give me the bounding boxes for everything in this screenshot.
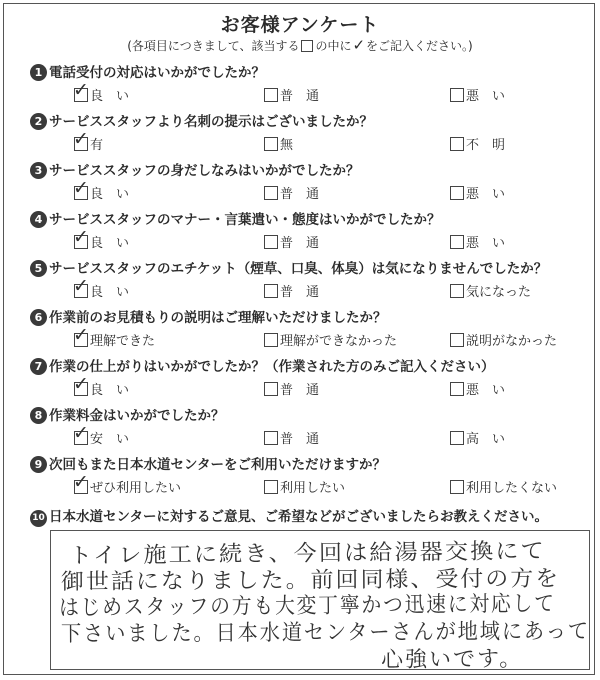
answer-option-label: 高 い [466, 432, 506, 447]
check-mark-icon: ✓ [73, 79, 89, 101]
question-label: 次回もまた日本水道センターをご利用いただけますか？ [49, 457, 386, 473]
question-5 [30, 259, 590, 301]
answer-checkbox[interactable] [450, 88, 464, 102]
question-label: サービススタッフのマナー・言葉遣い・態度はいかがでしたか？ [49, 212, 441, 228]
answer-option[interactable] [73, 324, 156, 349]
answer-checkbox[interactable] [450, 431, 464, 445]
answer-option-label: 安 い [90, 432, 130, 447]
answer-option[interactable] [450, 281, 531, 299]
answer-option[interactable] [264, 232, 319, 250]
answer-option[interactable] [264, 428, 319, 446]
answer-option[interactable] [450, 428, 505, 446]
answer-option-label: 普 通 [280, 187, 320, 202]
question-label: 作業前のお見積もりの説明はご理解いただけましたか？ [49, 310, 387, 326]
question-label: 作業料金はいかがでしたか？ [49, 408, 225, 424]
answer-option[interactable] [264, 134, 293, 152]
question-text [30, 259, 590, 279]
comment-line: トイレ施工に続き、今回は給湯器交換にて [68, 539, 546, 569]
answer-option-label: 悪 い [466, 89, 506, 104]
question-text [30, 406, 590, 426]
question-number-badge: 8 [30, 407, 47, 424]
answer-option[interactable] [450, 85, 505, 103]
answer-option[interactable] [450, 330, 557, 348]
answer-checkbox[interactable] [264, 235, 278, 249]
answer-checkbox[interactable] [450, 137, 464, 151]
answer-option[interactable] [264, 330, 397, 348]
answer-option[interactable] [264, 281, 319, 299]
answer-options [30, 422, 590, 448]
answer-checkbox[interactable] [264, 137, 278, 151]
check-mark-icon: ✓ [73, 422, 89, 444]
answer-checkbox[interactable] [450, 480, 464, 494]
answer-option[interactable] [73, 422, 130, 447]
comment-line: はじめスタッフの方も大変丁寧かつ迅速に対応して [58, 591, 556, 621]
answer-option-label: 理解できた [90, 334, 156, 349]
answer-option-label: 利用したい [280, 481, 346, 496]
answer-option-label: 良 い [90, 89, 130, 104]
answer-checkbox[interactable] [450, 186, 464, 200]
question-text [30, 210, 590, 230]
answer-option-label: 良 い [90, 236, 130, 251]
question-label: サービススタッフより名刺の提示はございましたか？ [49, 114, 373, 130]
question-text [30, 161, 590, 181]
answer-option-label: 良 い [90, 383, 130, 398]
question-text [30, 63, 590, 83]
answer-option-label: 普 通 [280, 432, 320, 447]
comment-line: 御世話になりました。前回同様、受付の方を [60, 566, 561, 595]
survey-title: お客様アンケート [220, 14, 380, 36]
answer-option-label: 説明がなかった [466, 334, 558, 349]
question-number-badge: 4 [30, 211, 47, 228]
question-label: サービススタッフの身だしなみはいかがでしたか？ [49, 163, 360, 179]
question-4 [30, 210, 590, 252]
answer-options [30, 471, 590, 497]
answer-option-label: 良 い [90, 285, 130, 300]
answer-checkbox[interactable] [73, 471, 89, 494]
check-mark-icon: ✓ [73, 128, 89, 150]
answer-option-label: 無 [280, 138, 294, 153]
sample-check-icon: ✓ [352, 36, 366, 54]
answer-option[interactable] [450, 183, 505, 201]
answer-option[interactable] [73, 177, 130, 202]
answer-option[interactable] [450, 134, 505, 152]
answer-checkbox[interactable] [450, 333, 464, 347]
answer-options [30, 79, 590, 105]
answer-option-label: 悪 い [466, 187, 506, 202]
question-1 [30, 63, 590, 105]
answer-checkbox[interactable] [73, 79, 89, 102]
answer-option[interactable] [264, 183, 319, 201]
instructions-text-before: (各項目につきまして、該当する [127, 39, 300, 53]
question-label: 作業の仕上がりはいかがでしたか？（作業された方のみご記入ください） [49, 359, 495, 375]
answer-option-label: 理解ができなかった [280, 334, 398, 349]
answer-option[interactable] [264, 379, 319, 397]
question-number-badge: 10 [30, 510, 47, 527]
answer-checkbox[interactable] [264, 186, 278, 200]
question-text [30, 507, 590, 527]
answer-option-label: 悪 い [466, 236, 506, 251]
answer-option-label: ぜひ利用したい [90, 481, 182, 496]
answer-option[interactable] [73, 79, 130, 104]
question-6 [30, 308, 590, 350]
check-mark-icon: ✓ [73, 324, 89, 346]
answer-checkbox[interactable] [73, 324, 89, 347]
instructions-text-after: をご記入ください。) [366, 39, 473, 53]
sample-checkbox-icon [301, 40, 313, 52]
question-number-badge: 3 [30, 162, 47, 179]
question-2 [30, 112, 590, 154]
answer-option-label: 普 通 [280, 285, 320, 300]
answer-option[interactable] [264, 477, 345, 495]
answer-option[interactable] [73, 275, 130, 300]
question-number-badge: 5 [30, 260, 47, 277]
comment-line: 心強いです。 [380, 646, 524, 673]
answer-checkbox[interactable] [73, 422, 89, 445]
question-8 [30, 406, 590, 448]
instructions-text-middle: の中に [315, 39, 352, 53]
check-mark-icon: ✓ [73, 226, 89, 248]
answer-option-label: 普 通 [280, 89, 320, 104]
question-label: 電話受付の対応はいかがでしたか？ [49, 65, 265, 81]
answer-options [30, 324, 590, 350]
answer-checkbox[interactable] [73, 226, 89, 249]
answer-checkbox[interactable] [73, 275, 89, 298]
answer-option[interactable] [73, 128, 104, 153]
question-text [30, 357, 590, 377]
survey-instructions [0, 36, 600, 54]
question-number-badge: 6 [30, 309, 47, 326]
answer-checkbox[interactable] [264, 333, 278, 347]
answer-option[interactable] [450, 379, 505, 397]
question-10 [30, 507, 590, 527]
answer-options [30, 275, 590, 301]
question-label: 日本水道センターに対するご意見、ご希望などがございましたらお教えください。 [49, 509, 548, 525]
question-number-badge: 7 [30, 358, 47, 375]
answer-checkbox[interactable] [450, 284, 464, 298]
question-3 [30, 161, 590, 203]
question-text [30, 112, 590, 132]
answer-option-label: 利用したくない [466, 481, 558, 496]
check-mark-icon: ✓ [73, 373, 89, 395]
answer-option[interactable] [73, 226, 130, 251]
check-mark-icon: ✓ [73, 471, 89, 493]
answer-checkbox[interactable] [264, 431, 278, 445]
question-number-badge: 9 [30, 456, 47, 473]
answer-checkbox[interactable] [73, 128, 89, 151]
answer-checkbox[interactable] [264, 88, 278, 102]
answer-option-label: 普 通 [280, 236, 320, 251]
comment-line: 下さいました。日本水道センターさんが地域にあって [60, 619, 590, 647]
comment-box[interactable] [50, 530, 590, 673]
question-text [30, 308, 590, 328]
answer-checkbox[interactable] [73, 177, 89, 200]
answer-option[interactable] [73, 471, 182, 496]
answer-option[interactable] [450, 232, 505, 250]
answer-option-label: 不 明 [466, 138, 506, 153]
answer-option-label: 気になった [466, 285, 532, 300]
answer-option-label: 悪 い [466, 383, 506, 398]
check-mark-icon: ✓ [73, 177, 89, 199]
question-text [30, 455, 590, 475]
question-7 [30, 357, 590, 399]
answer-option[interactable] [450, 477, 557, 495]
answer-checkbox[interactable] [264, 382, 278, 396]
answer-option[interactable] [73, 373, 130, 398]
answer-option-label: 普 通 [280, 383, 320, 398]
answer-options [30, 226, 590, 252]
answer-options [30, 128, 590, 154]
answer-checkbox[interactable] [73, 373, 89, 396]
answer-option-label: 有 [90, 138, 104, 153]
check-mark-icon: ✓ [73, 275, 89, 297]
answer-options [30, 177, 590, 203]
answer-checkbox[interactable] [264, 284, 278, 298]
question-label: サービススタッフのエチケット（煙草、口臭、体臭）は気になりませんでしたか？ [49, 261, 548, 277]
answer-checkbox[interactable] [450, 235, 464, 249]
answer-option[interactable] [264, 85, 319, 103]
answer-checkbox[interactable] [450, 382, 464, 396]
question-number-badge: 1 [30, 64, 47, 81]
question-number-badge: 2 [30, 113, 47, 130]
answer-options [30, 373, 590, 399]
question-9 [30, 455, 590, 497]
answer-option-label: 良 い [90, 187, 130, 202]
answer-checkbox[interactable] [264, 480, 278, 494]
